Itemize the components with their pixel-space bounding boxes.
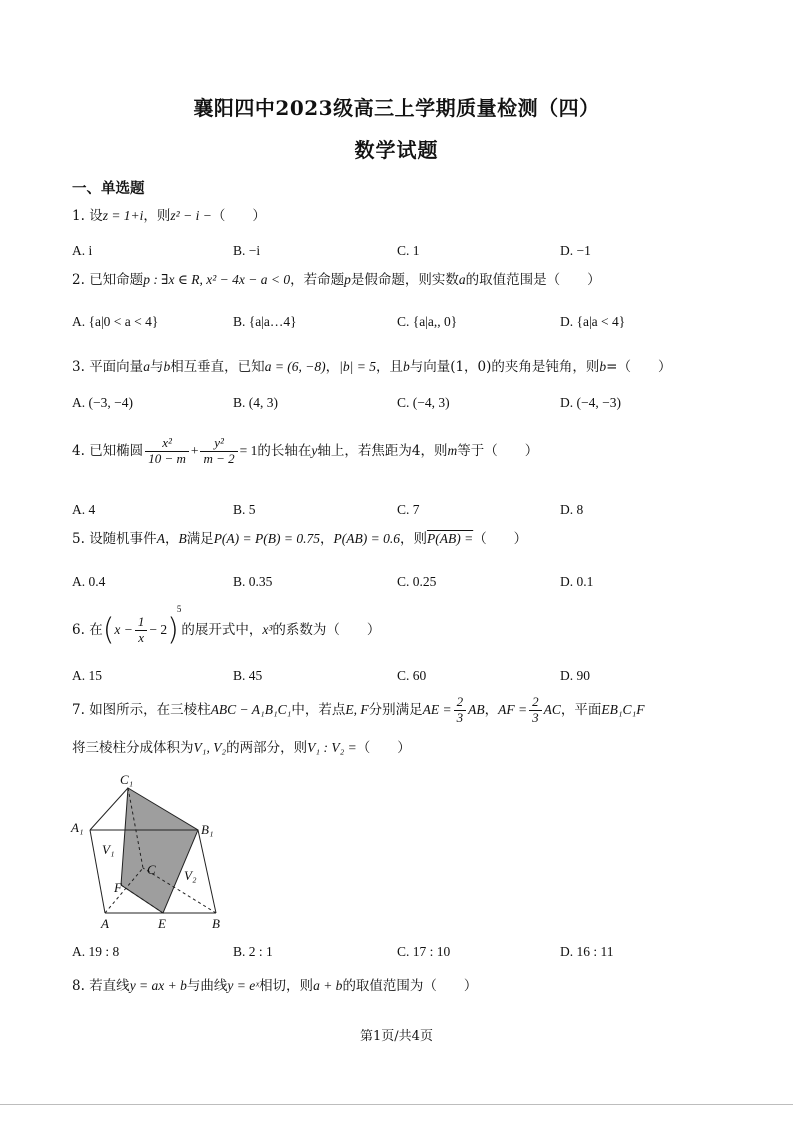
math-expression: E, F [345, 701, 369, 717]
question-text: 设 [89, 208, 103, 224]
divider [0, 1104, 793, 1105]
math-expression: − 2 [149, 622, 168, 637]
question-text: 平面向量 [89, 359, 144, 375]
option-a: A. 4 [72, 502, 96, 517]
prism-figure [68, 768, 238, 934]
section-heading: 一、单选题 [72, 180, 145, 197]
question-7-line-2 [72, 740, 411, 756]
option-c: C. 0.25 [397, 574, 437, 589]
cut-plane-region [121, 788, 198, 913]
fraction [200, 436, 237, 467]
question-text: ， [325, 359, 340, 375]
option-c: C. 60 [397, 668, 427, 683]
question-4 [72, 436, 538, 467]
question-text: 是假命题，则实数 [350, 272, 459, 288]
exponent: 5 [176, 604, 182, 614]
numerator: x² [145, 436, 189, 452]
question-text: ，平面 [560, 701, 602, 718]
vector-symbol: AC [543, 701, 561, 717]
math-expression: EB₁C₁F [601, 701, 645, 717]
math-expression: AF = [498, 701, 528, 717]
question-text: 的长轴在 [257, 442, 312, 459]
question-text: 与向量(1，0)的夹角是钝角，则 [409, 359, 600, 375]
question-7 [72, 695, 645, 726]
question-number: 6. [72, 622, 85, 638]
option-c: C. 17 : 10 [397, 944, 451, 959]
fraction [135, 615, 148, 646]
math-expression: x³ [262, 622, 273, 637]
question-text: 的两部分，则 [226, 740, 308, 756]
math-symbol: y [311, 442, 318, 458]
math-expression: a + b [313, 978, 343, 993]
question-number: 7. [72, 701, 85, 718]
vector-symbol: AB [468, 701, 485, 717]
exam-title: 襄阳四中2023级高三上学期质量检测（四） [193, 96, 600, 120]
option-d: D. (−4, −3) [560, 395, 621, 410]
left-paren: ( [102, 612, 115, 648]
denominator: 3 [456, 709, 464, 725]
question-text: 相切，则 [259, 978, 314, 994]
option-d: D. 0.1 [560, 574, 594, 589]
question-text: 的展开式中， [181, 622, 263, 638]
option-a: A. 0.4 [72, 574, 106, 589]
question-number: 1. [72, 208, 85, 224]
math-expression: x − [114, 622, 133, 637]
vector-symbol: b [599, 359, 607, 374]
option-a: A. 19 : 8 [72, 944, 120, 959]
question-text: ，若命题 [290, 272, 345, 288]
question-text: =（ ） [606, 359, 672, 375]
question-text: 中，若点 [291, 701, 346, 718]
question-number: 3. [72, 359, 85, 375]
vector-symbol: b [402, 359, 410, 374]
option-a: A. i [72, 243, 93, 258]
option-c: C. (−4, 3) [397, 395, 450, 410]
question-number: 2. [72, 272, 85, 288]
math-expression: V₁ : V₂ = [307, 740, 357, 755]
answer-blank: （ ） [211, 208, 266, 224]
math-symbol: a [458, 272, 466, 287]
question-text: 已知命题 [89, 272, 144, 288]
label-v1: V₁ [102, 842, 115, 857]
fraction [529, 695, 542, 726]
math-expression: p : ∃x ∈ R, x² − 4x − a < 0 [143, 272, 291, 287]
option-b: B. (4, 3) [233, 395, 278, 410]
label-b: B [212, 916, 220, 931]
label-a1: A₁ [71, 820, 84, 835]
question-text: ， [484, 701, 499, 718]
question-text: 在 [89, 622, 103, 638]
question-text: 设随机事件 [89, 531, 157, 547]
label-e: E [158, 916, 166, 931]
question-5 [72, 531, 527, 547]
option-b: B. 0.35 [233, 574, 273, 589]
math-expression: AE = [422, 701, 452, 717]
question-text: 若直线 [89, 978, 130, 994]
question-text: 将三棱柱分成体积为 [72, 740, 194, 756]
math-symbol: p [344, 272, 351, 287]
question-text: ， [320, 531, 334, 547]
math-expression: a = (6, −8) [264, 359, 326, 374]
question-text: ，则 [399, 531, 427, 547]
question-text: 已知椭圆 [89, 442, 144, 459]
math-expression: z² − i − [170, 208, 212, 223]
option-d: D. 90 [560, 668, 590, 683]
label-c: C [147, 862, 156, 877]
option-b: B. 5 [233, 502, 256, 517]
question-number: 8. [72, 978, 85, 994]
denominator: 10 − m [148, 450, 186, 466]
fraction [145, 436, 189, 467]
option-a: A. (−3, −4) [72, 395, 133, 410]
option-c: C. {a|a,, 0} [397, 314, 458, 329]
option-b: B. −i [233, 243, 261, 258]
math-symbol: m [447, 442, 458, 458]
question-text: ，且 [375, 359, 403, 375]
question-text: ， [164, 531, 179, 547]
question-text: 相互垂直，已知 [170, 359, 265, 375]
option-d: D. −1 [560, 243, 591, 258]
option-b: B. 45 [233, 668, 263, 683]
question-2 [72, 272, 601, 288]
question-text: 如图所示，在三棱柱 [89, 701, 211, 718]
label-f: F [114, 880, 122, 895]
question-text: 的系数为（ ） [272, 622, 381, 638]
label-a: A [101, 916, 109, 931]
question-text: 满足 [186, 531, 214, 547]
math-expression: V₁, V₂ [193, 740, 227, 755]
option-c: C. 1 [397, 243, 420, 258]
math-expression: y = ax + b [129, 978, 187, 993]
option-b: B. {a|a…4} [233, 314, 297, 329]
fraction [454, 695, 467, 726]
option-a: A. {a|0 < a < 4} [72, 314, 159, 329]
math-expression: ABC − A₁B₁C₁ [210, 701, 292, 717]
question-text: 的取值范围是（ ） [465, 272, 601, 288]
question-text: 分别满足 [368, 701, 423, 718]
denominator: 3 [532, 709, 539, 725]
label-c1: C₁ [120, 772, 134, 787]
vector-symbol: a [143, 359, 150, 374]
numerator: 2 [454, 695, 467, 711]
answer-blank: （ ） [356, 740, 411, 756]
math-expression: P(AB) = 0.6 [333, 531, 400, 546]
question-text: 与 [149, 359, 164, 375]
question-number: 4. [72, 442, 85, 459]
math-expression: |b| = 5 [339, 359, 376, 374]
question-number: 5. [72, 531, 85, 547]
option-d: D. {a|a < 4} [560, 314, 626, 329]
math-expression: P(AB) = [426, 531, 474, 546]
exam-subtitle: 数学试题 [354, 138, 439, 162]
numerator: y² [200, 436, 237, 452]
option-a: A. 15 [72, 668, 102, 683]
numerator: 1 [135, 615, 148, 631]
option-d: D. 8 [560, 502, 584, 517]
label-b1: B₁ [201, 822, 214, 837]
option-d: D. 16 : 11 [560, 944, 614, 959]
question-6 [72, 604, 380, 646]
page-footer: 第1页/共4页 [360, 1029, 433, 1044]
math-expression: = 1 [239, 442, 258, 458]
math-expression: z = 1+i [102, 208, 144, 223]
math-expression: y = eˣ [227, 978, 260, 993]
math-operator: + [190, 442, 199, 458]
label-v2: V₂ [184, 868, 197, 883]
denominator: x [138, 630, 145, 645]
question-text: 轴上，若焦距为4，则 [317, 442, 448, 459]
denominator: m − 2 [203, 450, 235, 466]
right-paren: ) [167, 612, 179, 648]
question-3 [72, 359, 671, 375]
question-text: 的取值范围为（ ） [342, 978, 478, 994]
question-1 [72, 208, 266, 224]
edge [198, 830, 216, 913]
math-symbol: B [178, 531, 187, 546]
question-text: （ ） [473, 531, 528, 547]
question-text: ，则 [143, 208, 171, 224]
vector-symbol: b [163, 359, 171, 374]
edge [90, 788, 128, 830]
question-text: 等于（ ） [457, 442, 539, 459]
math-symbol: A [156, 531, 165, 546]
numerator: 2 [529, 695, 542, 711]
question-text: 与曲线 [186, 978, 228, 994]
question-8 [72, 978, 477, 994]
option-b: B. 2 : 1 [233, 944, 273, 959]
math-expression: P(A) = P(B) = 0.75 [213, 531, 320, 546]
option-c: C. 7 [397, 502, 420, 517]
